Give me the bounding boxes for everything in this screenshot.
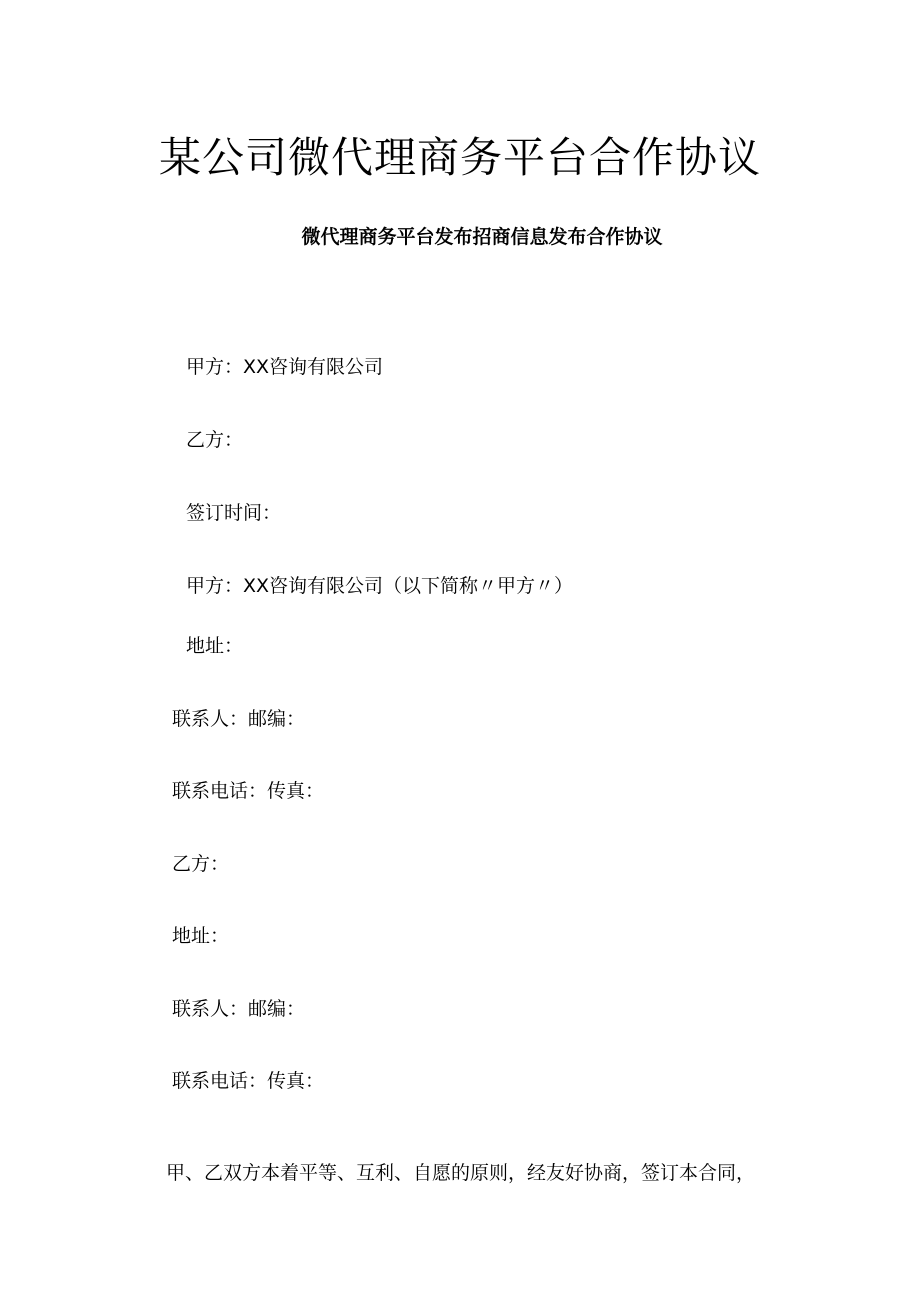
document-title: 某公司微代理商务平台合作协议 bbox=[158, 133, 761, 182]
party-a-full-line: 甲方：XX咨询有限公司（以下简称〃甲方〃） bbox=[186, 575, 574, 597]
party-b-phone-line: 联系电话：传真： bbox=[172, 1070, 325, 1092]
party-a-phone-line: 联系电话：传真： bbox=[172, 780, 325, 802]
document-subtitle: 微代理商务平台发布招商信息发布合作协议 bbox=[301, 226, 663, 248]
signing-date-line: 签订时间： bbox=[186, 502, 282, 524]
party-a-address-line: 地址： bbox=[186, 635, 244, 657]
party-a-line: 甲方：XX咨询有限公司 bbox=[186, 356, 384, 378]
agreement-intro-paragraph: 甲、乙双方本着平等、互利、自愿的原则，经友好协商，签订本合同， bbox=[166, 1162, 756, 1184]
party-b-line: 乙方： bbox=[186, 429, 244, 451]
party-b-contact-line: 联系人：邮编： bbox=[172, 998, 306, 1020]
party-a-contact-line: 联系人：邮编： bbox=[172, 708, 306, 730]
party-b-full-line: 乙方： bbox=[172, 853, 230, 875]
party-b-address-line: 地址： bbox=[172, 925, 230, 947]
